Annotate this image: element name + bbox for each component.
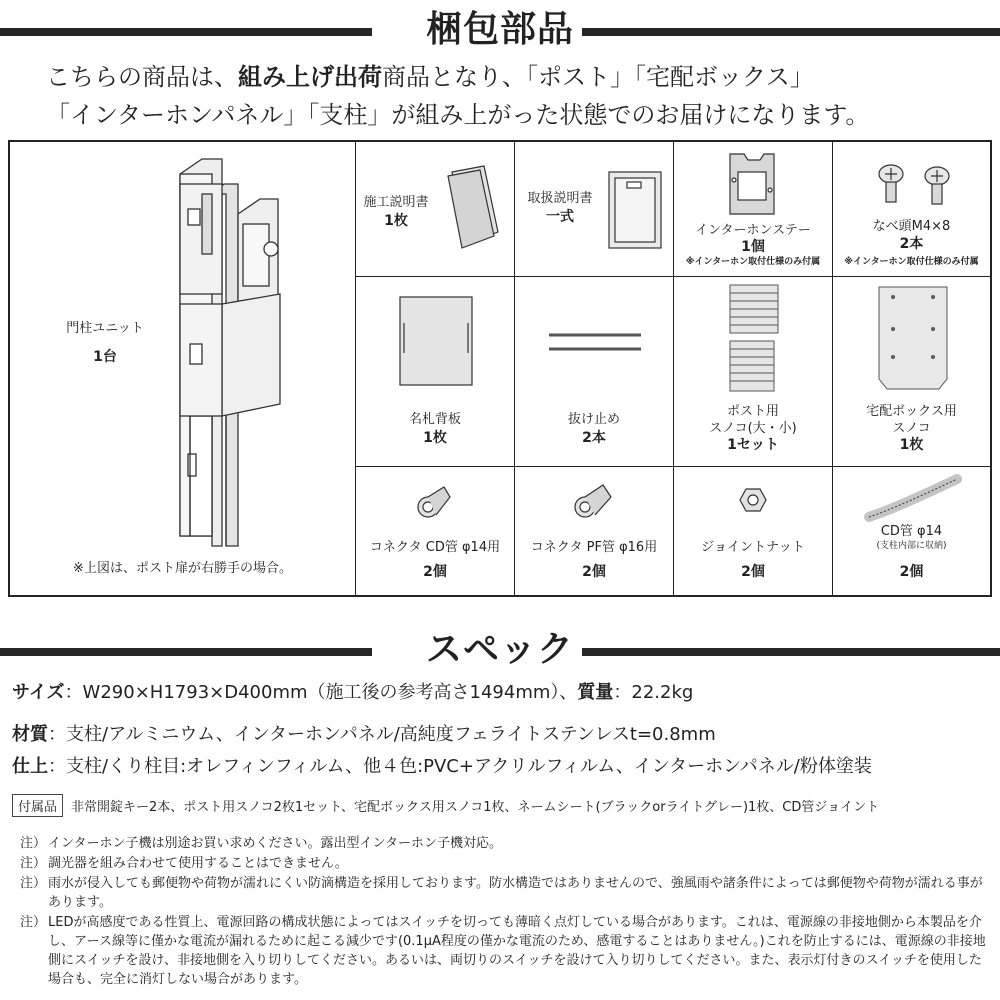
- part-qty: 1枚: [423, 430, 447, 446]
- note-mark: 注）: [20, 915, 47, 930]
- note-item: [20, 874, 990, 912]
- retainer-rods-icon: [545, 329, 645, 357]
- part-label: 名札背板: [408, 412, 461, 427]
- intro-line-1-post: 商品となり、「ポスト」「宅配ボックス」: [382, 63, 814, 91]
- part-cell-post-slats: [673, 276, 832, 466]
- part-cell-connector-pf: [514, 466, 673, 595]
- note-item: [20, 834, 990, 853]
- part-qty: 1個: [741, 239, 765, 255]
- accessories-text: 非常開錠キー2本、ポスト用スノコ2枚1セット、宅配ボックス用スノコ1枚、ネームシート(ブラックorライトグレー)1枚、CD管ジョイント: [71, 800, 880, 815]
- slat-icon: [728, 283, 780, 393]
- part-cell-name-plate: [355, 276, 514, 466]
- accessories-tag: 付属品: [12, 794, 63, 817]
- spec-material: [12, 722, 716, 748]
- manual-booklet-icon: [444, 162, 506, 252]
- intro-line-1-pre: こちらの商品は、: [46, 63, 238, 91]
- part-label: ジョイントナット: [701, 540, 805, 555]
- part-qty: 2本: [899, 236, 924, 252]
- part-note: (支柱内部に収納): [876, 541, 947, 551]
- part-note: ※インターホン取付仕様のみ付属: [685, 257, 821, 267]
- spec-weight-value: ：22.2kg: [613, 682, 694, 703]
- delivery-slat-icon: [873, 283, 953, 393]
- part-qty: 2個: [741, 564, 765, 580]
- part-label: コネクタ PF管 φ16用: [530, 540, 658, 555]
- spec-size-value: ：W290×H1793×D400mm（施工後の参考高さ1494mm）、: [64, 682, 578, 703]
- note-mark: 注）: [20, 876, 47, 891]
- nut-icon: [738, 485, 768, 515]
- packing-section-header: [0, 2, 1000, 58]
- parts-grid: [8, 140, 992, 597]
- connector-icon: [414, 481, 454, 521]
- spec-material-value: ：支柱/アルミニウム、インターホンパネル/高純度フェライトステンレスt=0.8mm: [48, 724, 716, 745]
- part-note: ※インターホン取付仕様のみ付属: [844, 257, 979, 267]
- part-qty: 2個: [423, 564, 447, 580]
- spec-finish-label: 仕上: [12, 756, 48, 777]
- note-text: 調光器を組み合わせて使用することはできません。: [48, 856, 348, 871]
- part-cell-delivery-slat: [832, 276, 990, 466]
- part-cell-pan-head-screw: [832, 142, 990, 276]
- spec-title: スペック: [425, 629, 574, 670]
- part-qty: 2個: [582, 564, 606, 580]
- note-text: インターホン子機は別途お買い求めください。露出型インターホン子機対応。: [48, 836, 502, 851]
- connector-icon: [571, 479, 615, 523]
- part-label: なべ頭M4×8: [872, 219, 951, 234]
- part-label: CD管 φ14: [880, 524, 943, 539]
- part-cell-intercom-bracket: [673, 142, 832, 276]
- spec-finish-value: ：支柱/くり柱目:オレフィンフィルム、他４色:PVC+アクリルフィルム、インターホンパネル/粉体塗装: [48, 756, 872, 777]
- note-mark: 注）: [20, 856, 47, 871]
- part-cell-cd-pipe: [832, 466, 990, 595]
- part-label-2: スノコ: [892, 421, 931, 436]
- spec-material-label: 材質: [12, 724, 48, 745]
- main-unit-caption: ※上図は、ポスト扉が右勝手の場合。: [73, 561, 292, 576]
- note-text: 雨水が侵入しても郵便物や荷物が濡れにくい防滴構造を採用しております。防水構造ではありませんので、強風雨や諸条件によっては郵便物や荷物が濡れる事があります。: [48, 876, 983, 910]
- intro-line-2: 「インターホンパネル」「支柱」が組み上がった状態でのお届けになります。: [46, 101, 870, 129]
- note-mark: 注）: [20, 836, 47, 851]
- part-qty: 一式: [546, 209, 574, 225]
- screw-icon: [871, 162, 961, 208]
- part-cell-joint-nut: [673, 466, 832, 595]
- note-item: [20, 913, 990, 989]
- part-cell-connector-cd: [355, 466, 514, 595]
- part-label: 施工説明書: [363, 195, 429, 210]
- notes-list: [20, 834, 990, 990]
- note-text: LEDが高感度である性質上、電源回路の構成状態によってはスイッチを切っても薄暗く点灯している場合があります。これは、電源線の非接地側から本製品を介し、アース線等に僅かな電流が漏れるために起こる減少です(0.1μA程度の僅かな電流のため、感電することはありません。)これを防止するには、電源線の非接地側にスイッチを設け、非接地側を入り切りしてください。あるいは、両切りのスイッチを設けて入り切りしてください。また、表示灯付きのスイッチを使用した場合も、完全に消灯しない場合があります。: [48, 915, 986, 987]
- part-qty: 1枚: [899, 437, 924, 453]
- main-unit-cell: [10, 142, 355, 595]
- spec-size-weight: [12, 680, 693, 706]
- manual-set-icon: [605, 168, 667, 252]
- main-unit-qty: 1台: [93, 349, 117, 365]
- part-label: インターホンステー: [695, 223, 811, 238]
- part-cell-install-manual: [355, 142, 514, 276]
- part-label: 抜け止め: [567, 412, 620, 427]
- spec-weight-label: 質量: [577, 682, 614, 703]
- part-cell-user-manual: [514, 142, 673, 276]
- spec-finish: [12, 754, 872, 780]
- part-label: コネクタ CD管 φ14用: [369, 540, 501, 555]
- part-label: 取扱説明書: [527, 191, 593, 206]
- part-label: 宅配ボックス用: [866, 404, 957, 419]
- accessories-line: [12, 794, 879, 817]
- packing-title: 梱包部品: [425, 9, 574, 50]
- cd-pipe-icon: [863, 473, 963, 523]
- intro-line-1: [46, 60, 814, 94]
- name-plate-icon: [396, 293, 476, 389]
- part-cell-retainer: [514, 276, 673, 466]
- part-qty: 1枚: [384, 213, 408, 229]
- part-label: ポスト用: [726, 404, 779, 419]
- part-qty: 1セット: [727, 437, 779, 453]
- intro-line-1-bold: 組み上げ出荷: [238, 63, 382, 91]
- spec-section-header: [0, 622, 1000, 678]
- intercom-bracket-icon: [724, 150, 778, 220]
- main-unit-label: 門柱ユニット: [66, 321, 144, 336]
- part-qty: 2個: [899, 564, 924, 580]
- spec-size-label: サイズ: [12, 682, 65, 703]
- part-label-2: スノコ(大・小): [709, 421, 797, 436]
- part-qty: 2本: [582, 430, 606, 446]
- note-item: [20, 854, 990, 873]
